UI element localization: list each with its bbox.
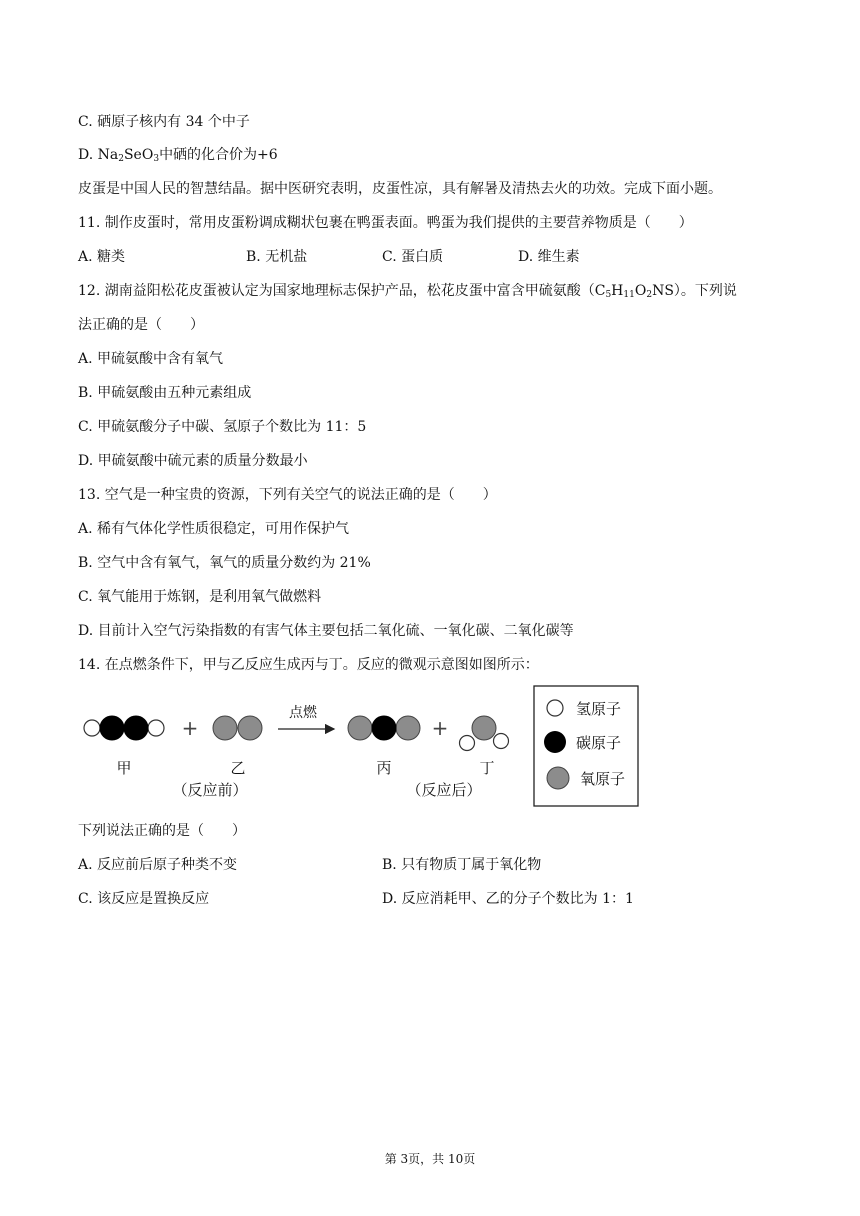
question-12-line2: 法正确的是（ ） bbox=[78, 317, 204, 333]
option-14a: A. 反应前后原子种类不变 bbox=[78, 857, 238, 873]
option-13c: C. 氧气能用于炼钢，是利用氧气做燃料 bbox=[78, 589, 322, 605]
option-13a: A. 稀有气体化学性质很稳定，可用作保护气 bbox=[78, 521, 350, 537]
oxygen-atom bbox=[213, 716, 237, 740]
subscript: 2 bbox=[118, 154, 124, 164]
subscript: 5 bbox=[605, 290, 612, 300]
label-before: （反应前） bbox=[172, 781, 248, 799]
option-12b: B. 甲硫氨酸由五种元素组成 bbox=[78, 385, 252, 401]
reaction-condition: 点燃 bbox=[289, 705, 317, 721]
hydrogen-atom bbox=[84, 720, 100, 736]
molecule-bing bbox=[348, 716, 420, 740]
legend-oxygen-label: 氧原子 bbox=[580, 770, 626, 788]
option-11d: D. 维生素 bbox=[518, 249, 580, 265]
oxygen-atom bbox=[348, 716, 372, 740]
subscript: 3 bbox=[153, 154, 160, 164]
hydrogen-atom bbox=[494, 734, 509, 749]
hydrogen-atom bbox=[460, 736, 475, 751]
legend-hydrogen-icon bbox=[547, 700, 563, 716]
oxygen-atom bbox=[238, 716, 262, 740]
option-14c: C. 该反应是置换反应 bbox=[78, 891, 210, 907]
oxygen-atom bbox=[472, 716, 496, 740]
option-11b: B. 无机盐 bbox=[246, 249, 308, 265]
page-footer: 第 3页，共 10页 bbox=[384, 1152, 476, 1166]
carbon-atom bbox=[372, 716, 396, 740]
plus-sign: + bbox=[181, 716, 199, 740]
label-bing: 丙 bbox=[376, 759, 392, 777]
plus-sign: + bbox=[431, 716, 449, 740]
oxygen-atom bbox=[396, 716, 420, 740]
label-ding: 丁 bbox=[479, 759, 495, 777]
option-13b: B. 空气中含有氧气，氧气的质量分数约为 21% bbox=[78, 555, 371, 571]
hydrogen-atom bbox=[148, 720, 164, 736]
passage-intro: 皮蛋是中国人民的智慧结晶。据中医研究表明，皮蛋性凉，具有解暑及清热去火的功效。完成下面小题。 bbox=[78, 181, 722, 197]
subscript: 11 bbox=[623, 290, 635, 300]
molecule-jia bbox=[84, 716, 164, 740]
legend-carbon-icon bbox=[544, 731, 566, 753]
legend-oxygen-icon bbox=[547, 767, 569, 789]
legend-hydrogen-label: 氢原子 bbox=[576, 700, 622, 718]
option-12a: A. 甲硫氨酸中含有氧气 bbox=[78, 351, 224, 367]
option-12d: D. 甲硫氨酸中硫元素的质量分数最小 bbox=[78, 453, 308, 469]
question-13: 13. 空气是一种宝贵的资源，下列有关空气的说法正确的是（ ） bbox=[78, 487, 497, 503]
legend-carbon-label: 碳原子 bbox=[576, 734, 622, 752]
question-12-text: 12. 湖南益阳松花皮蛋被认定为国家地理标志保护产品，松花皮蛋中富含甲硫氨酸（C bbox=[78, 283, 606, 299]
molecule-ding bbox=[460, 716, 509, 751]
option-14d: D. 反应消耗甲、乙的分子个数比为 1：1 bbox=[382, 891, 634, 907]
option-10c: C. 硒原子核内有 34 个中子 bbox=[78, 114, 250, 130]
option-10d-text: D. Na bbox=[78, 147, 119, 163]
label-after: （反应后） bbox=[406, 781, 482, 799]
label-yi: 乙 bbox=[230, 759, 246, 777]
legend-box bbox=[534, 686, 638, 806]
molecule-yi bbox=[213, 716, 262, 740]
option-10d-text: 中硒的化合价为+6 bbox=[159, 147, 278, 163]
option-13d: D. 目前计入空气污染指数的有害气体主要包括二氧化硫、一氧化碳、二氧化碳等 bbox=[78, 623, 574, 639]
carbon-atom bbox=[100, 716, 124, 740]
question-12 bbox=[78, 282, 737, 300]
question-12-text: NS）。下列说 bbox=[652, 283, 737, 299]
option-14b: B. 只有物质丁属于氧化物 bbox=[382, 857, 542, 873]
option-10d bbox=[78, 146, 278, 164]
option-12c: C. 甲硫氨酸分子中碳、氢原子个数比为 11：5 bbox=[78, 419, 367, 435]
option-10d-text: SeO bbox=[123, 147, 154, 163]
question-14: 14. 在点燃条件下，甲与乙反应生成丙与丁。反应的微观示意图如图所示： bbox=[78, 657, 539, 673]
carbon-atom bbox=[124, 716, 148, 740]
subscript: 2 bbox=[646, 290, 653, 300]
option-11a: A. 糖类 bbox=[78, 249, 126, 265]
question-12-text: H bbox=[611, 283, 624, 299]
reaction-diagram bbox=[0, 680, 860, 815]
question-11: 11. 制作皮蛋时，常用皮蛋粉调成糊状包裹在鸭蛋表面。鸭蛋为我们提供的主要营养物质是（ ） bbox=[78, 215, 693, 231]
question-12-text: O bbox=[634, 283, 647, 299]
question-14-ask: 下列说法正确的是（ ） bbox=[78, 823, 246, 839]
label-jia: 甲 bbox=[116, 759, 132, 777]
option-11c: C. 蛋白质 bbox=[382, 249, 444, 265]
